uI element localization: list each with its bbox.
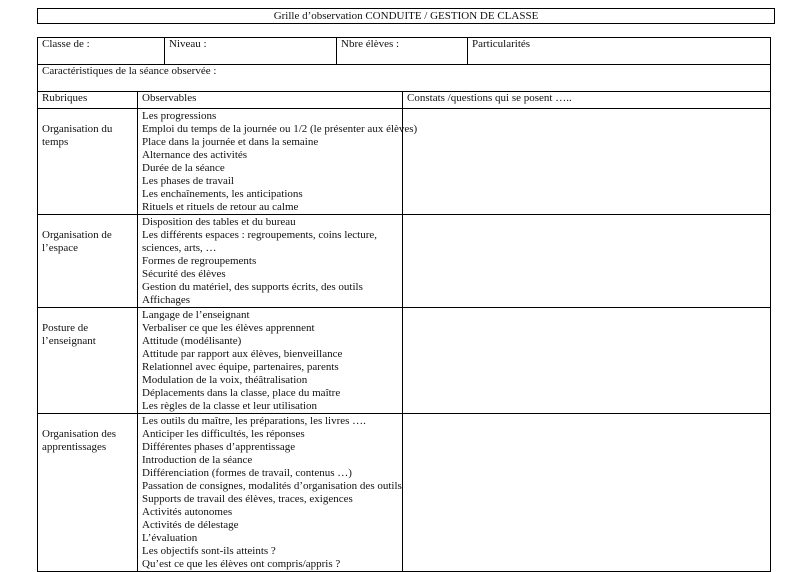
observable-item: Les outils du maître, les préparations, les livres …. (142, 415, 366, 427)
observable-item: Langage de l’enseignant (142, 309, 250, 321)
observable-item: Les différents espaces : regroupements, coins lecture, sciences, arts, … (142, 229, 377, 254)
observable-item: Gestion du matériel, des supports écrits, des outils (142, 281, 363, 293)
observable-item: Supports de travail des élèves, traces, exigences (142, 493, 353, 505)
caracteristiques-row (38, 65, 771, 92)
constats-cell[interactable] (403, 109, 771, 215)
document-title: Grille d’observation CONDUITE / GESTION DE CLASSE (37, 8, 775, 24)
observables-cell (138, 109, 418, 215)
observable-item: Affichages (142, 294, 191, 306)
observable-item: Attitude par rapport aux élèves, bienveillance (142, 348, 343, 360)
observable-item: Sécurité des élèves (142, 268, 226, 280)
observable-item: L’évaluation (142, 532, 198, 544)
observables-cell (138, 215, 403, 308)
observable-item: Formes de regroupements (142, 255, 257, 267)
observables-cell (138, 308, 403, 414)
observable-item: Activités autonomes (142, 506, 233, 518)
observable-item: Anticiper les difficultés, les réponses (142, 428, 305, 440)
caracteristiques-label: Caractéristiques de la séance observée : (42, 65, 217, 77)
niveau-label: Niveau : (169, 38, 207, 50)
particularites-field[interactable] (468, 38, 771, 65)
column-header-rubriques: Rubriques (38, 92, 138, 109)
observable-item: Les enchaînements, les anticipations (142, 188, 303, 200)
classe-label: Classe de : (42, 38, 90, 50)
classe-field[interactable] (38, 38, 165, 65)
caracteristiques-field[interactable] (38, 65, 771, 92)
observable-item: Durée de la séance (142, 162, 225, 174)
observable-item: Modulation de la voix, théâtralisation (142, 374, 308, 386)
observable-item: Passation de consignes, modalités d’organisation des outils (142, 480, 402, 492)
constats-cell[interactable] (403, 414, 771, 572)
observable-item: Différentes phases d’apprentissage (142, 441, 296, 453)
observable-item: Qu’est ce que les élèves ont compris/appris ? (142, 558, 341, 570)
observable-item: Verbaliser ce que les élèves apprennent (142, 322, 315, 334)
constats-cell[interactable] (403, 215, 771, 308)
section-row (38, 308, 771, 414)
observable-item: Alternance des activités (142, 149, 248, 161)
section-row (38, 215, 771, 308)
observable-item: Rituels et rituels de retour au calme (142, 201, 299, 213)
observable-item: Les phases de travail (142, 175, 234, 187)
observables-cell (138, 414, 403, 572)
observable-item: Attitude (modélisante) (142, 335, 242, 347)
class-info-row (38, 38, 771, 65)
observable-item: Activités de délestage (142, 519, 239, 531)
rubrique-cell: Organisation de l’espace (38, 215, 138, 308)
observable-item: Les progressions (142, 110, 217, 122)
column-header-row (38, 92, 771, 109)
observable-item: Les objectifs sont-ils atteints ? (142, 545, 276, 557)
observable-item: Introduction de la séance (142, 454, 253, 466)
nbre-eleves-field[interactable] (337, 38, 468, 65)
observable-item: Les règles de la classe et leur utilisation (142, 400, 318, 412)
constats-cell[interactable] (403, 308, 771, 414)
column-header-observables: Observables (138, 92, 403, 109)
observable-item: Place dans la journée et dans la semaine (142, 136, 319, 148)
observable-item: Relationnel avec équipe, partenaires, parents (142, 361, 339, 373)
particularites-label: Particularités (472, 38, 531, 50)
observation-grid (37, 37, 771, 572)
rubrique-cell: Posture de l’enseignant (38, 308, 138, 414)
column-header-constats: Constats /questions qui se posent ….. (403, 92, 771, 109)
observable-item: Déplacements dans la classe, place du maître (142, 387, 341, 399)
section-row (38, 414, 771, 572)
rubrique-cell: Organisation des apprentissages (38, 414, 138, 572)
section-row (38, 109, 771, 215)
observable-item: Disposition des tables et du bureau (142, 216, 296, 228)
observable-item: Emploi du temps de la journée ou 1/2 (le présenter aux élèves) (142, 123, 418, 135)
observable-item: Différenciation (formes de travail, contenus …) (142, 467, 352, 479)
niveau-field[interactable] (165, 38, 337, 65)
rubrique-cell: Organisation du temps (38, 109, 138, 215)
nbre-eleves-label: Nbre élèves : (341, 38, 400, 50)
